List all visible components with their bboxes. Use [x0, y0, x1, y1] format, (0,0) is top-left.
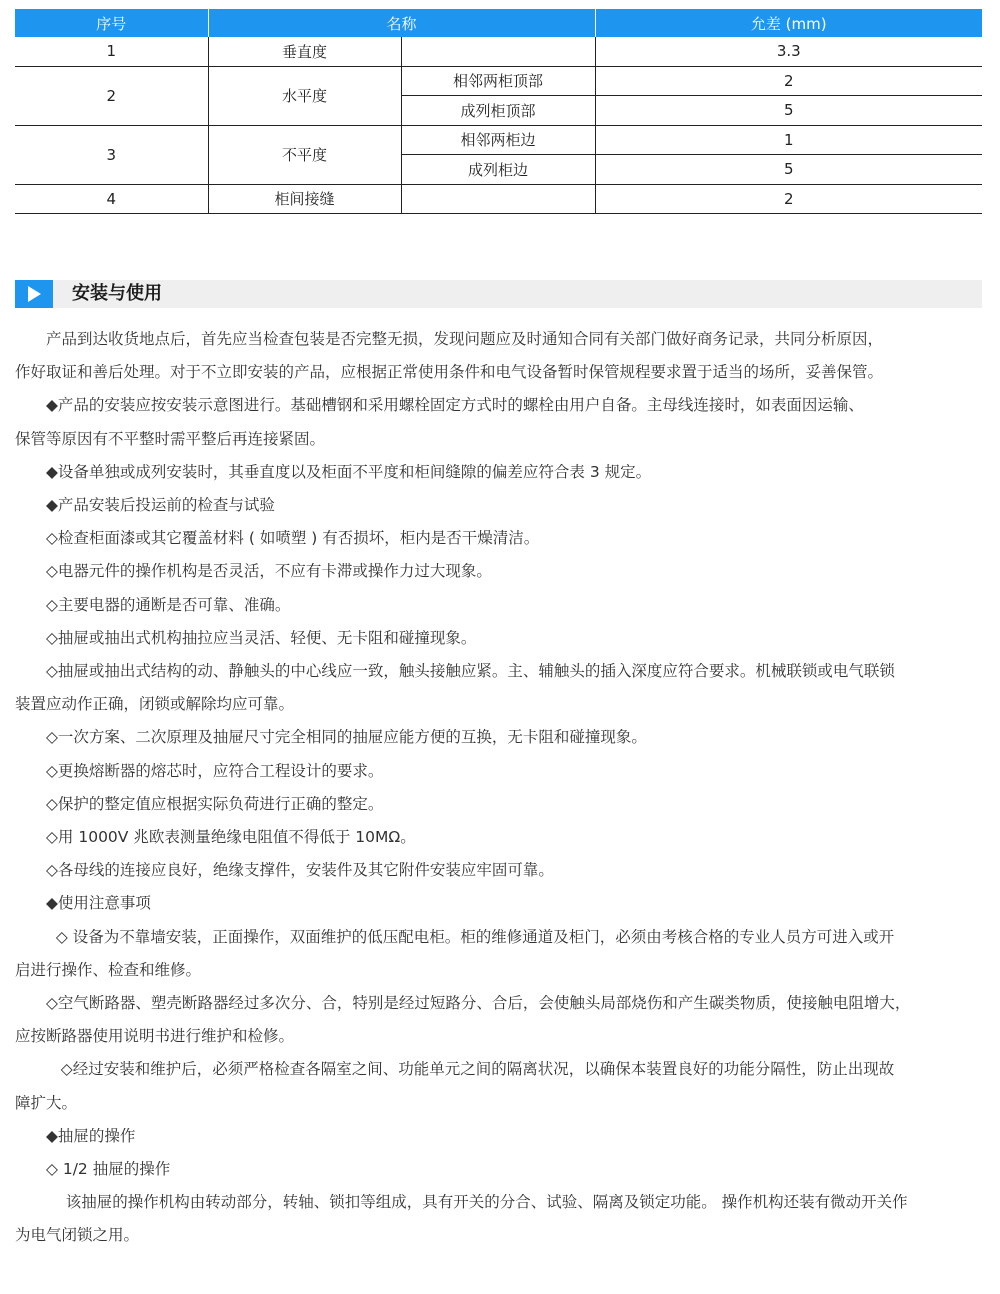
paragraph-line: ◇空气断路器、塑壳断路器经过多次分、合，特别是经过短路分、合后，会使触头局部烧伤和产生碳类物质，使接触电阻增大，: [46, 994, 911, 1013]
table-row: [15, 66, 982, 96]
cell-name: 柜间接缝: [208, 184, 401, 214]
paragraph-line: ◆产品的安装应按安装示意图进行。基础槽钢和采用螺栓固定方式时的螺栓由用户自备。主母线连接时，如表面因运输、: [46, 396, 864, 415]
cell-tolerance: 5: [595, 155, 982, 185]
paragraph-line: 产品到达收货地点后，首先应当检查包装是否完整无损，发现问题应及时通知合同有关部门做好商务记录，共同分析原因，: [46, 330, 884, 348]
body-text: [15, 323, 967, 1253]
cell-sub: [401, 184, 595, 214]
cell-sub: 相邻两柜边: [401, 125, 595, 155]
header-serial: 序号: [15, 9, 208, 37]
paragraph-line: 装置应动作正确，闭锁或解除均应可靠。: [15, 695, 295, 714]
cell-serial: 2: [15, 66, 208, 125]
paragraph-line: ◇ 1/2 抽屉的操作: [46, 1160, 171, 1179]
paragraph-line: ◇抽屉或抽出式机构抽拉应当灵活、轻便、无卡阻和碰撞现象。: [46, 628, 477, 647]
header-name: 名称: [208, 9, 595, 37]
table-row: [15, 125, 982, 155]
paragraph-line: 保管等原因有不平整时需平整后再连接紧固。: [15, 429, 326, 448]
table-row: [15, 184, 982, 214]
paragraph-line: ◆使用注意事项: [46, 894, 151, 913]
paragraph-line: ◆抽屉的操作: [46, 1126, 136, 1145]
paragraph-line: 为电气闭锁之用。: [15, 1226, 140, 1245]
header-tolerance: 允差 (mm): [595, 9, 982, 37]
paragraph-line: 作好取证和善后处理。对于不立即安装的产品，应根据正常使用条件和电气设备暂时保管规程要求置于适当的场所，妥善保管。: [15, 363, 884, 382]
paragraph-line: ◇电器元件的操作机构是否灵活，不应有卡滞或操作力过大现象。: [46, 562, 492, 581]
section-title: 安装与使用: [72, 283, 162, 304]
paragraph-line: ◇检查柜面漆或其它覆盖材料 ( 如喷塑 ) 有否损坏，柜内是否干燥清洁。: [46, 529, 540, 548]
paragraph-line: ◇更换熔断器的熔芯时，应符合工程设计的要求。: [46, 761, 384, 780]
paragraph-line: ◇用 1000V 兆欧表测量绝缘电阻值不得低于 10MΩ。: [46, 828, 416, 847]
paragraph-line: ◇主要电器的通断是否可靠、准确。: [46, 595, 291, 614]
paragraph-line: 应按断路器使用说明书进行维护和检修。: [15, 1027, 295, 1046]
paragraph-line: ◇各母线的连接应良好，绝缘支撑件，安装件及其它附件安装应牢固可靠。: [46, 861, 554, 880]
cell-tolerance: 5: [595, 96, 982, 126]
cell-sub: 成列柜边: [401, 155, 595, 185]
cell-serial: 3: [15, 125, 208, 184]
cell-serial: 1: [15, 37, 208, 66]
cell-tolerance: 3.3: [595, 37, 982, 66]
cell-serial: 4: [15, 184, 208, 214]
paragraph-line: ◆设备单独或成列安装时，其垂直度以及柜面不平度和柜间缝隙的偏差应符合表 3 规定。: [46, 462, 652, 481]
cell-sub: [401, 37, 595, 66]
cell-tolerance: 2: [595, 184, 982, 214]
play-arrow-icon: [15, 280, 53, 308]
paragraph-line: ◇保护的整定值应根据实际负荷进行正确的整定。: [46, 794, 384, 813]
cell-name: 水平度: [208, 66, 401, 125]
paragraph-line: ◇抽屉或抽出式结构的动、静触头的中心线应一致，触头接触应紧。主、辅触头的插入深度应符合要求。机械联锁或电气联锁: [46, 662, 895, 681]
paragraph-line: ◇经过安装和维护后，必须严格检查各隔室之间、功能单元之间的隔离状况，以确保本装置良好的功能分隔性，防止出现故: [46, 1060, 895, 1079]
table-row: [15, 37, 982, 66]
tolerance-table: [15, 9, 982, 214]
section-header: [15, 280, 982, 308]
paragraph-line: ◇一次方案、二次原理及抽屉尺寸完全相同的抽屉应能方便的互换，无卡阻和碰撞现象。: [46, 728, 647, 747]
paragraph-line: 启进行操作、检查和维修。: [15, 960, 202, 979]
cell-sub: 相邻两柜顶部: [401, 66, 595, 96]
cell-tolerance: 1: [595, 125, 982, 155]
cell-name: 不平度: [208, 125, 401, 184]
cell-name: 垂直度: [208, 37, 401, 66]
paragraph-line: ◇ 设备为不靠墙安装，正面操作，双面维护的低压配电柜。柜的维修通道及柜门，必须由考核合格的专业人员方可进入或开: [46, 927, 895, 946]
paragraph-line: 障扩大。: [15, 1093, 78, 1112]
table-header-row: [15, 9, 982, 37]
paragraph-line: 该抽屉的操作机构由转动部分，转轴、锁扣等组成，具有开关的分合、试验、隔离及锁定功能。 操作机构还装有微动开关作: [46, 1193, 908, 1212]
cell-sub: 成列柜顶部: [401, 96, 595, 126]
paragraph-line: ◆产品安装后投运前的检查与试验: [46, 496, 275, 515]
cell-tolerance: 2: [595, 66, 982, 96]
